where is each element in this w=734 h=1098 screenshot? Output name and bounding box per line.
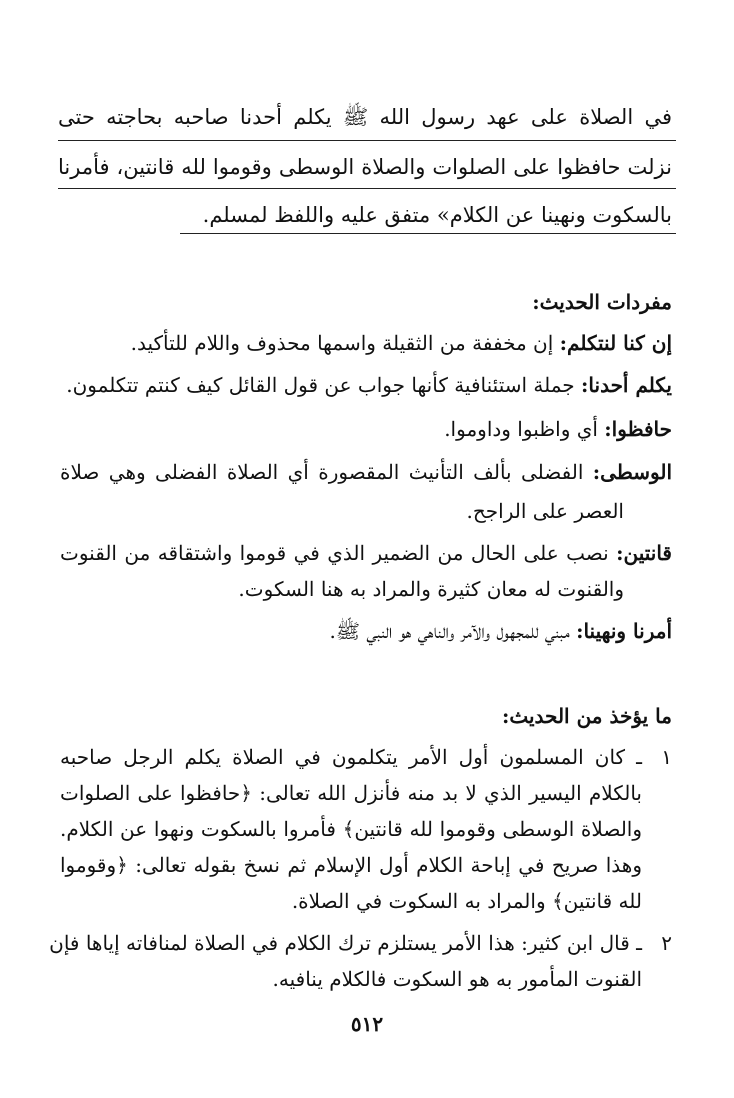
vocab-definition: إن مخففة من الثقيلة واسمها محذوف واللام للتأكيد.: [130, 331, 554, 355]
vocabulary-heading: مفردات الحديث:: [532, 290, 672, 314]
hadith-underline-3: [180, 233, 676, 234]
vocab-definition: نصب على الحال من الضمير الذي في قوموا واشتقاقه من القنوت: [60, 541, 609, 565]
lesson-1-line-1: ـ كان المسلمون أول الأمر يتكلمون في الصلاة يكلم الرجل صاحبه: [60, 745, 642, 769]
lesson-1-line-3: والصلاة الوسطى وقوموا لله قانتين﴾ فأمروا بالسكوت ونهوا عن الكلام.: [60, 817, 642, 841]
vocab-entry-5: [60, 536, 672, 570]
lesson-1-line-2: بالكلام اليسير الذي لا بد منه فأنزل الله تعالى: ﴿حافظوا على الصلوات: [60, 781, 642, 805]
hadith-underline-2: [58, 188, 676, 189]
vocab-definition: مبني للمجهول والآمر والناهي هو النبي ﷺ.: [329, 619, 570, 643]
vocab-entry-3: [444, 412, 672, 446]
vocab-term: أمرنا ونهينا:: [576, 619, 672, 643]
lesson-2-line-1: ـ قال ابن كثير: هذا الأمر يستلزم ترك الكلام في الصلاة لمنافاته إياها فإن: [49, 931, 642, 955]
vocab-entry-6: [330, 614, 673, 648]
hadith-line-1: في الصلاة على عهد رسول الله ﷺ يكلم أحدنا صاحبه بحاجته حتى: [58, 105, 672, 129]
vocab-definition: جملة استئنافية كأنها جواب عن قول القائل كيف كنتم تتكلمون.: [66, 373, 575, 397]
hadith-underline-1: [58, 140, 676, 141]
vocab-entry-5-cont: والقنوت له معان كثيرة والمراد به هنا السكوت.: [238, 577, 624, 601]
lessons-heading: ما يؤخذ من الحديث:: [501, 704, 672, 728]
vocab-term: يكلم أحدنا:: [581, 373, 672, 397]
lesson-number-1: ١: [661, 745, 672, 769]
lesson-2-line-2: القنوت المأمور به هو السكوت فالكلام ينافيه.: [272, 967, 642, 991]
vocab-entry-4: [60, 455, 672, 489]
page-number: ٥١٢: [350, 1012, 384, 1036]
vocab-term: قانتين:: [616, 541, 672, 565]
vocab-entry-2: [66, 368, 672, 402]
vocab-definition: الفضلى بألف التأنيث المقصورة أي الصلاة الفضلى وهي صلاة: [60, 460, 584, 484]
lesson-1-line-4: وهذا صريح في إباحة الكلام أول الإسلام ثم نسخ بقوله تعالى: ﴿وقوموا: [60, 853, 642, 877]
hadith-line-2: نزلت حافظوا على الصلوات والصلاة الوسطى وقوموا لله قانتين، فأمرنا: [58, 155, 672, 179]
lesson-1-line-5: لله قانتين﴾ والمراد به السكوت في الصلاة.: [291, 889, 642, 913]
vocab-term: إن كنا لنتكلم:: [559, 331, 672, 355]
vocab-definition: أي واظبوا وداوموا.: [444, 417, 598, 441]
vocab-term: الوسطى:: [592, 460, 672, 484]
vocab-term: حافظوا:: [604, 417, 672, 441]
vocab-entry-1: [131, 326, 672, 360]
lesson-number-2: ٢: [661, 931, 672, 955]
vocab-entry-4-cont: العصر على الراجح.: [466, 499, 624, 523]
hadith-line-3: بالسكوت ونهينا عن الكلام» متفق عليه واللفظ لمسلم.: [202, 203, 672, 227]
